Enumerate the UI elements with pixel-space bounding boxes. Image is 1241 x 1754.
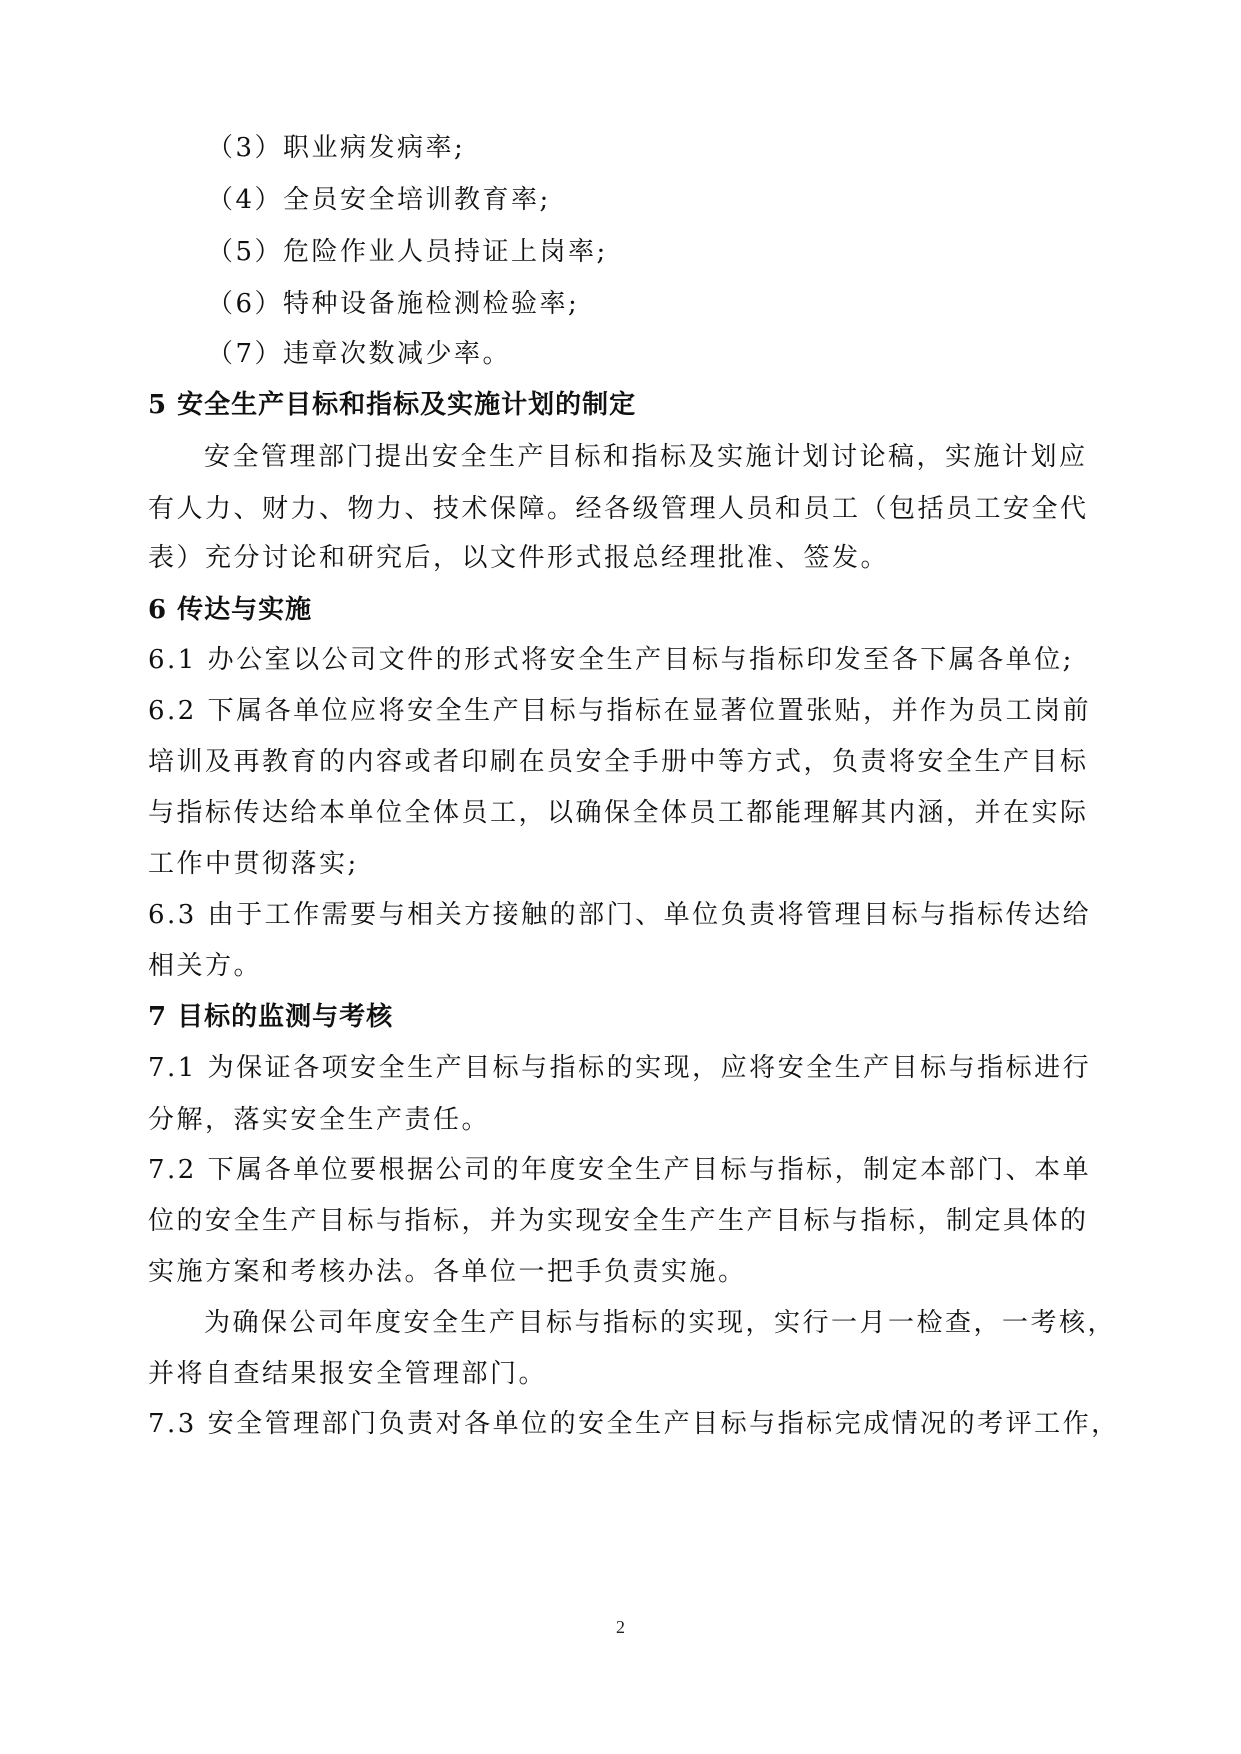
list-item: （3）职业病发病率; xyxy=(207,133,466,163)
list-item: （7）违章次数减少率。 xyxy=(207,339,512,369)
paragraph-line: 分解，落实安全生产责任。 xyxy=(148,1105,491,1135)
paragraph-line: 6.1 办公室以公司文件的形式将安全生产目标与指标印发至各下属各单位; xyxy=(148,645,1074,675)
section-heading: 7 目标的监测与考核 xyxy=(148,1002,394,1032)
paragraph-line: 培训及再教育的内容或者印刷在员安全手册中等方式，负责将安全生产目标 xyxy=(148,747,1089,777)
list-item: （4）全员安全培训教育率; xyxy=(207,185,551,215)
paragraph-line: 6.2 下属各单位应将安全生产目标与指标在显著位置张贴，并作为员工岗前 xyxy=(148,696,1092,726)
paragraph-line: 6.3 由于工作需要与相关方接触的部门、单位负责将管理目标与指标传达给 xyxy=(148,900,1092,930)
list-item: （6）特种设备施检测检验率; xyxy=(207,289,580,319)
section-heading: 6 传达与实施 xyxy=(148,595,313,625)
list-item: （5）危险作业人员持证上岗率; xyxy=(207,237,608,267)
paragraph-line: 相关方。 xyxy=(148,951,263,981)
paragraph-line: 7.1 为保证各项安全生产目标与指标的实现，应将安全生产目标与指标进行 xyxy=(148,1053,1092,1083)
paragraph-line: 安全管理部门提出安全生产目标和指标及实施计划讨论稿，实施计划应 xyxy=(204,442,1088,472)
paragraph-line: 与指标传达给本单位全体员工，以确保全体员工都能理解其内涵，并在实际 xyxy=(148,798,1089,828)
paragraph-line: 并将自查结果报安全管理部门。 xyxy=(148,1359,548,1389)
paragraph-line: 有人力、财力、物力、技术保障。经各级管理人员和员工（包括员工安全代 xyxy=(148,494,1089,524)
paragraph-line: 为确保公司年度安全生产目标与指标的实现，实行一月一检查，一考核， xyxy=(204,1308,1117,1338)
section-heading: 5 安全生产目标和指标及实施计划的制定 xyxy=(148,390,637,420)
paragraph-line: 7.2 下属各单位要根据公司的年度安全生产目标与指标，制定本部门、本单 xyxy=(148,1155,1092,1185)
paragraph-line: 表）充分讨论和研究后，以文件形式报总经理批准、签发。 xyxy=(148,543,890,573)
paragraph-line: 工作中贯彻落实; xyxy=(148,849,359,879)
paragraph-line: 位的安全生产目标与指标，并为实现安全生产生产目标与指标，制定具体的 xyxy=(148,1206,1089,1236)
paragraph-line: 实施方案和考核办法。各单位一把手负责实施。 xyxy=(148,1257,747,1287)
paragraph-line: 7.3 安全管理部门负责对各单位的安全生产目标与指标完成情况的考评工作， xyxy=(148,1409,1120,1439)
page-number: 2 xyxy=(616,1617,625,1637)
